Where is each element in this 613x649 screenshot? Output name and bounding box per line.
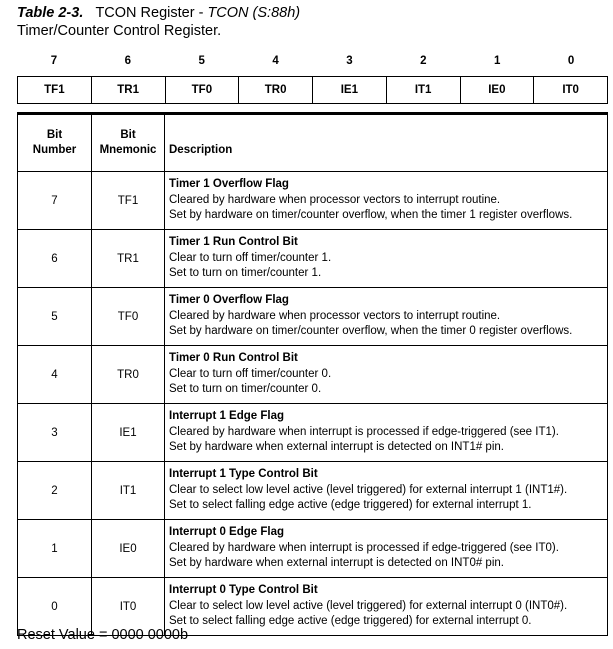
header-bit-number-line2: Number — [32, 144, 77, 156]
cell-description — [165, 230, 608, 288]
header-mnemonic-line2: Mnemonic — [99, 144, 157, 156]
bit-name: Timer 1 Run Control Bit — [169, 236, 298, 249]
cell-description — [165, 172, 608, 230]
cell-description — [165, 520, 608, 578]
cell-description — [165, 404, 608, 462]
table-row — [18, 230, 608, 288]
description-line: Set by hardware when external interrupt is detected on INT0# pin. — [169, 557, 504, 570]
register-name: TCON Register - — [95, 5, 208, 21]
header-description: Description — [165, 114, 608, 172]
description-line: Set to select falling edge active (edge triggered) for external interrupt 0. — [169, 615, 532, 628]
bit-number: 3 — [346, 55, 353, 67]
cell-bit-number: 0 — [18, 578, 92, 636]
description-line: Set to turn on timer/counter 1. — [169, 267, 322, 280]
bit-name: Interrupt 1 Type Control Bit — [169, 468, 318, 481]
bit-name: Interrupt 0 Edge Flag — [169, 526, 285, 539]
bit-number: 4 — [272, 55, 279, 67]
bit-number: 2 — [420, 55, 427, 67]
table-row — [18, 404, 608, 462]
bit-number: 6 — [124, 55, 132, 67]
description-line: Set by hardware on timer/counter overflow, when the timer 1 register overflows. — [169, 209, 573, 222]
reset-value: Reset Value = 0000 0000b — [17, 627, 189, 643]
description-line: Clear to select low level active (level triggered) for external interrupt 0 (INT0#). — [169, 599, 568, 612]
header-bit-number-line1: Bit — [46, 129, 63, 141]
register-bit-strip — [17, 76, 608, 104]
table-row — [18, 520, 608, 578]
register-address: TCON (S:88h) — [207, 5, 301, 21]
cell-bit-number: 6 — [18, 230, 92, 288]
cell-bit-number: 5 — [18, 288, 92, 346]
cell-bit-number: 7 — [18, 172, 92, 230]
description-line: Set by hardware when external interrupt is detected on INT1# pin. — [169, 441, 504, 454]
bit-description-table — [17, 112, 608, 636]
cell-description — [165, 288, 608, 346]
cell-mnemonic: IE0 — [92, 520, 165, 578]
description-line: Cleared by hardware when processor vectors to interrupt routine. — [169, 309, 501, 322]
register-bit-cell: TF0 — [165, 77, 239, 103]
table-title — [17, 5, 300, 21]
cell-mnemonic: TF1 — [92, 172, 165, 230]
register-bit-cell: IE1 — [312, 77, 386, 103]
description-line: Cleared by hardware when interrupt is processed if edge-triggered (see IT1). — [169, 425, 559, 438]
table-label: Table 2-3. — [17, 5, 84, 21]
cell-mnemonic: IE1 — [92, 404, 165, 462]
header-mnemonic-line1: Bit — [120, 129, 136, 141]
register-bit-cell: TF1 — [44, 84, 65, 96]
cell-mnemonic: TR1 — [92, 230, 165, 288]
cell-bit-number: 3 — [18, 404, 92, 462]
bit-name: Interrupt 0 Type Control Bit — [169, 584, 318, 597]
table-row — [18, 346, 608, 404]
bit-name: Timer 0 Overflow Flag — [169, 294, 289, 307]
cell-bit-number: 4 — [18, 346, 92, 404]
description-line: Cleared by hardware when processor vectors to interrupt routine. — [169, 193, 501, 206]
bit-number: 0 — [567, 55, 575, 67]
bit-name: Timer 0 Run Control Bit — [169, 352, 298, 365]
description-line: Clear to turn off timer/counter 1. — [169, 251, 332, 264]
table-row — [18, 288, 608, 346]
cell-description — [165, 346, 608, 404]
register-bit-cell: IT1 — [386, 77, 460, 103]
description-line: Set to turn on timer/counter 0. — [169, 383, 322, 396]
register-bit-cell: TR1 — [91, 77, 165, 103]
description-line: Set to select falling edge active (edge triggered) for external interrupt 1. — [169, 499, 532, 512]
bit-name: Timer 1 Overflow Flag — [169, 178, 289, 191]
cell-mnemonic: IT1 — [92, 462, 165, 520]
cell-bit-number: 2 — [18, 462, 92, 520]
table-row — [18, 462, 608, 520]
bit-number: 5 — [198, 55, 205, 67]
table-header-row — [18, 114, 608, 172]
register-bit-cell: TR0 — [238, 77, 312, 103]
bit-number: 1 — [493, 55, 501, 67]
cell-bit-number: 1 — [18, 520, 92, 578]
table-subtitle: Timer/Counter Control Register. — [17, 23, 222, 39]
cell-description — [165, 462, 608, 520]
description-line: Set by hardware on timer/counter overflow, when the timer 0 register overflows. — [169, 325, 573, 338]
cell-mnemonic: TR0 — [92, 346, 165, 404]
description-line: Clear to select low level active (level triggered) for external interrupt 1 (INT1#). — [169, 483, 568, 496]
cell-mnemonic: IT0 — [92, 578, 165, 636]
header-bit-number — [18, 114, 92, 172]
bit-number-row — [17, 55, 608, 67]
cell-mnemonic: TF0 — [92, 288, 165, 346]
header-bit-mnemonic — [92, 114, 165, 172]
table-row — [18, 172, 608, 230]
register-bit-cell: IE0 — [460, 77, 534, 103]
description-line: Cleared by hardware when interrupt is processed if edge-triggered (see IT0). — [169, 541, 559, 554]
cell-description — [165, 578, 608, 636]
bit-number: 7 — [50, 55, 58, 67]
register-bit-cell: IT0 — [533, 77, 607, 103]
description-line: Clear to turn off timer/counter 0. — [169, 367, 332, 380]
bit-name: Interrupt 1 Edge Flag — [169, 410, 285, 423]
